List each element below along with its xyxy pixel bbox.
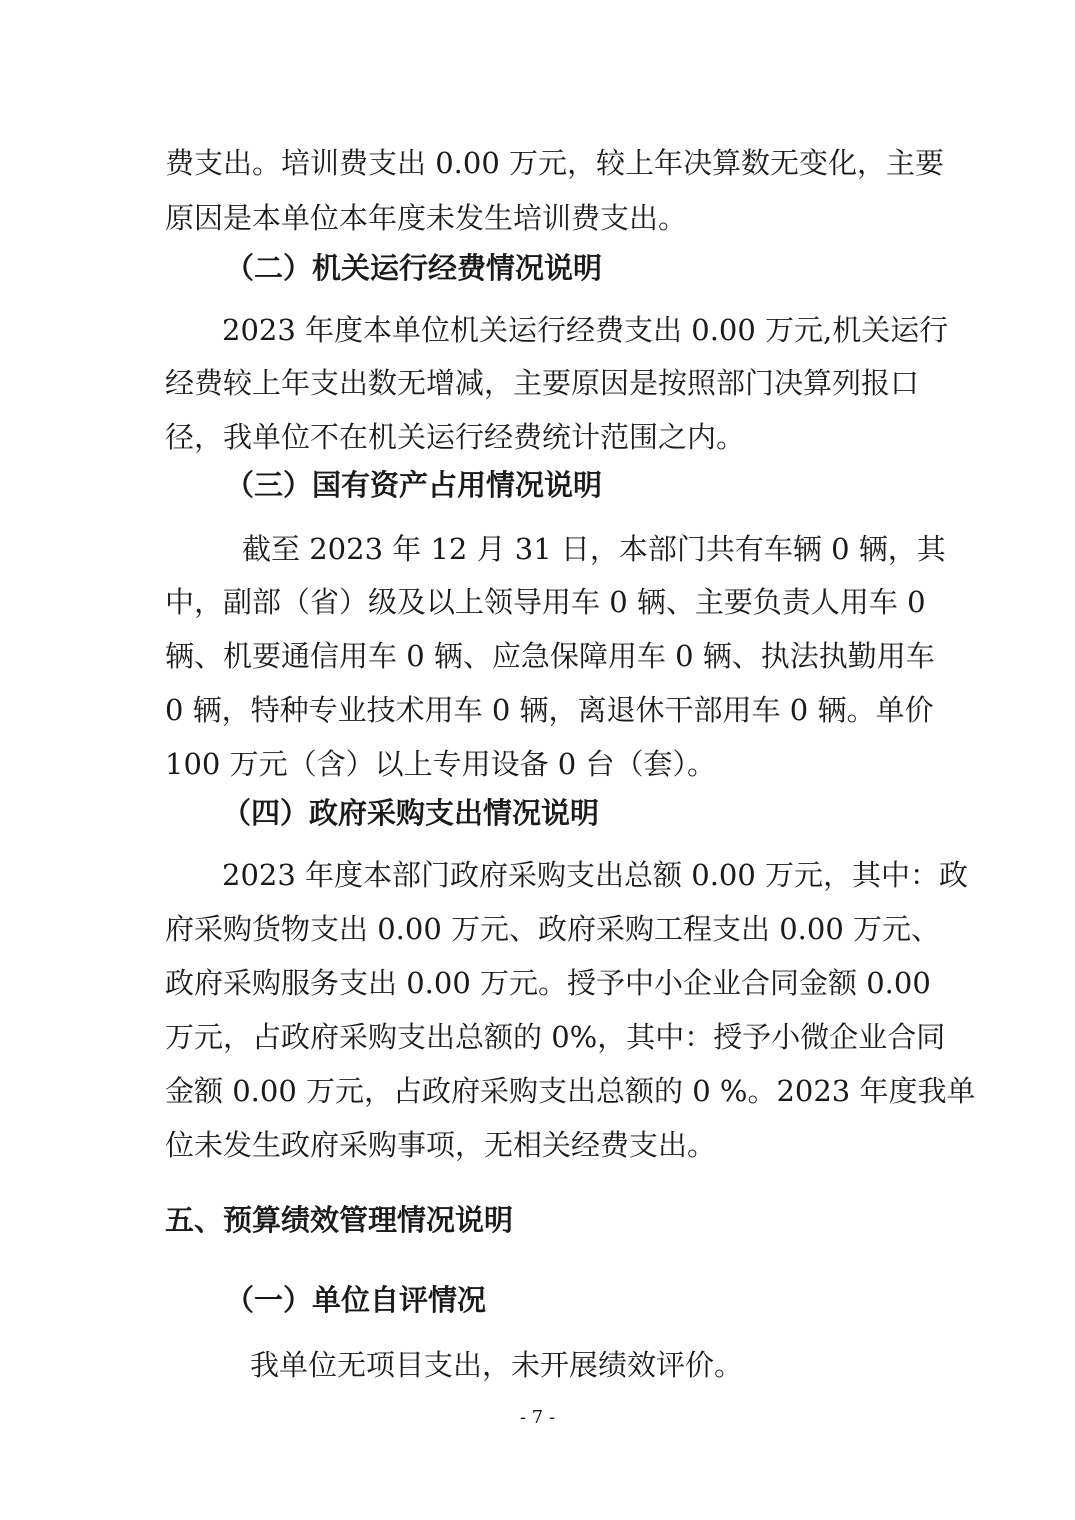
paragraph-line: 辆、机要通信用车 0 辆、应急保障用车 0 辆、执法执勤用车 [165, 639, 935, 673]
page-number: - 7 - [519, 1407, 556, 1428]
section-heading-4: （四）政府采购支出情况说明 [222, 796, 600, 830]
paragraph-line: 金额 0.00 万元，占政府采购支出总额的 0 %。2023 年度我单 [165, 1074, 976, 1108]
section-heading-2: （二）机关运行经费情况说明 [225, 251, 603, 285]
paragraph-line: 截至 2023 年 12 月 31 日，本部门共有车辆 0 辆，其 [242, 532, 946, 566]
paragraph-line: 经费较上年支出数无增减，主要原因是按照部门决算列报口 [165, 366, 920, 400]
paragraph-line: 政府采购服务支出 0.00 万元。授予中小企业合同金额 0.00 [165, 966, 931, 1000]
paragraph-line: 原因是本单位本年度未发生培训费支出。 [165, 201, 688, 235]
chapter-heading-5: 五、预算绩效管理情况说明 [165, 1203, 514, 1237]
paragraph-line: 2023 年度本部门政府采购支出总额 0.00 万元，其中：政 [222, 858, 969, 892]
paragraph-line: 府采购货物支出 0.00 万元、政府采购工程支出 0.00 万元、 [165, 912, 941, 946]
section-heading-3: （三）国有资产占用情况说明 [225, 468, 603, 502]
section-heading-5-1: （一）单位自评情况 [225, 1283, 487, 1317]
paragraph-line: 0 辆，特种专业技术用车 0 辆，离退休干部用车 0 辆。单价 [165, 693, 934, 727]
paragraph-line: 2023 年度本单位机关运行经费支出 0.00 万元,机关运行 [222, 313, 949, 347]
paragraph-line: 我单位无项目支出，未开展绩效评价。 [250, 1348, 744, 1382]
paragraph-line: 径，我单位不在机关运行经费统计范围之内。 [165, 420, 746, 454]
paragraph-line: 费支出。培训费支出 0.00 万元，较上年决算数无变化，主要 [165, 146, 945, 180]
paragraph-line: 位未发生政府采购事项，无相关经费支出。 [165, 1128, 717, 1162]
paragraph-line: 中，副部（省）级及以上领导用车 0 辆、主要负责人用车 0 [165, 585, 926, 619]
paragraph-line: 100 万元（含）以上专用设备 0 台（套）。 [165, 747, 716, 781]
paragraph-line: 万元，占政府采购支出总额的 0%，其中：授予小微企业合同 [165, 1020, 946, 1054]
